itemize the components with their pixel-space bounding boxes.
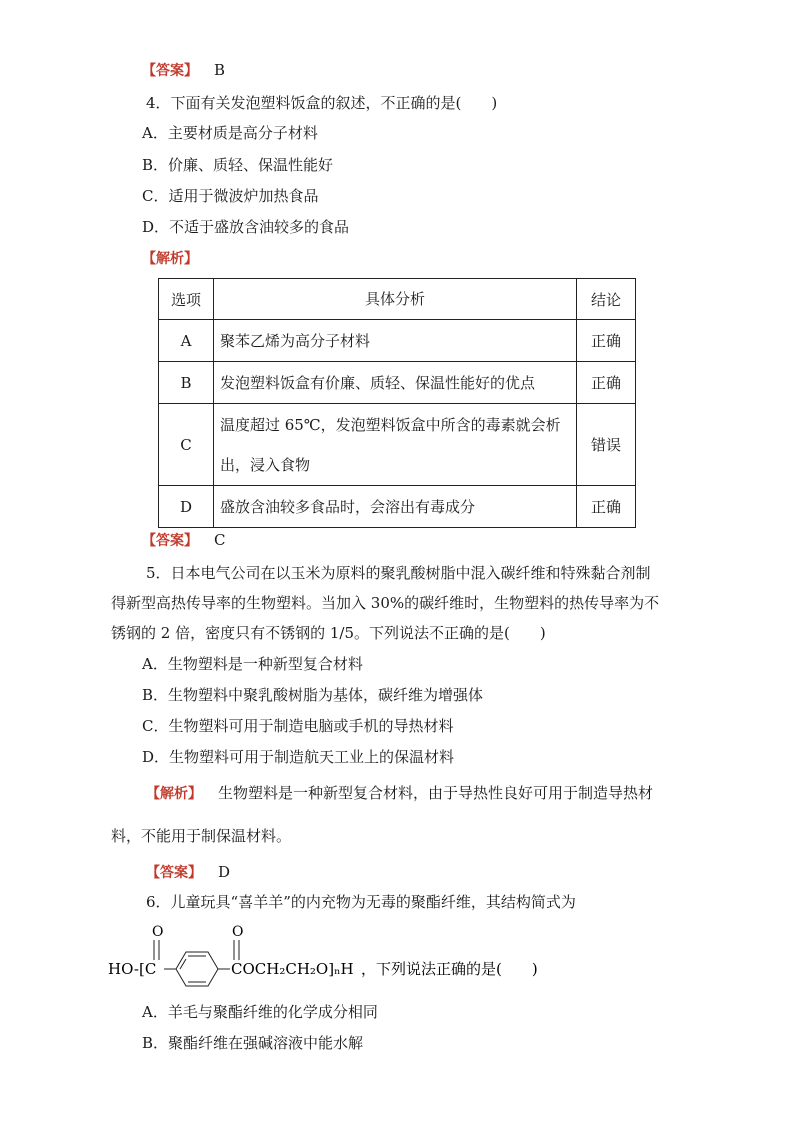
carbonyl-o-right: O: [232, 924, 244, 940]
analysis-table: [158, 278, 636, 528]
table-row: [159, 362, 636, 404]
q5-analysis-cont: 料，不能用于制保温材料。: [111, 827, 292, 845]
q6-stem: 6．儿童玩具“喜羊羊”的内充物为无毒的聚酯纤维，其结构简式为: [146, 893, 576, 911]
q4-option-d: D．不适于盛放含油较多的食品: [142, 218, 350, 236]
row-option: B: [159, 362, 214, 404]
analysis-tag: 【解析】: [146, 786, 202, 802]
analysis-tag: 【解析】: [142, 251, 198, 267]
q4-stem: 4．下面有关发泡塑料饭盒的叙述，不正确的是( ): [146, 94, 498, 112]
q5-stem-line: 5．日本电气公司在以玉米为原料的聚乳酸树脂中混入碳纤维和特殊黏合剂制: [146, 564, 651, 582]
q4-answer: [142, 530, 225, 551]
q3-answer: [142, 60, 225, 81]
table-row: [159, 404, 636, 486]
q5-option-a: A．生物塑料是一种新型复合材料: [142, 655, 363, 673]
analysis-text: 生物塑料是一种新型复合材料，由于导热性良好可用于制造导热材: [218, 784, 654, 802]
benzene-ring: [176, 952, 218, 986]
answer-value: C: [214, 531, 226, 549]
row-option: D: [159, 486, 214, 528]
q4-option-b: B．价廉、质轻、保温性能好: [142, 156, 334, 174]
header-option: 选项: [159, 279, 214, 320]
structural-formula: [108, 920, 548, 992]
answer-value: B: [214, 61, 226, 79]
header-conclusion: 结论: [577, 279, 636, 320]
q4-option-c: C．适用于微波炉加热食品: [142, 187, 319, 205]
q4-option-a: A．主要材质是高分子材料: [142, 124, 318, 142]
q5-option-d: D．生物塑料可用于制造航天工业上的保温材料: [142, 748, 455, 766]
formula-left: HO-[C: [108, 960, 157, 978]
row-analysis: 盛放含油较多食品时，会溶出有毒成分: [214, 486, 577, 528]
carbonyl-o-left: O: [152, 924, 164, 940]
table-row: [159, 486, 636, 528]
q5-option-b: B．生物塑料中聚乳酸树脂为基体，碳纤维为增强体: [142, 686, 484, 704]
row-conclusion: 正确: [577, 362, 636, 404]
q5-stem: [111, 558, 686, 648]
formula-right: COCH₂CH₂O]ₙH: [231, 960, 354, 978]
q5-stem-line: 锈钢的 2 倍，密度只有不锈钢的 1/5。下列说法不正确的是( ): [111, 624, 546, 642]
row-analysis-line: 温度超过 65℃，发泡塑料饭盒中所含的毒素就会析: [220, 415, 561, 434]
answer-tag: 【答案】: [142, 63, 198, 79]
row-option: A: [159, 320, 214, 362]
q6-option-a: A．羊毛与聚酯纤维的化学成分相同: [142, 1003, 378, 1021]
row-conclusion: 正确: [577, 320, 636, 362]
q5-answer: [146, 862, 230, 883]
row-analysis-line: 出，浸入食物: [220, 455, 311, 474]
header-analysis: 具体分析: [214, 279, 577, 320]
row-analysis: [214, 404, 577, 486]
q4-analysis-tag: [142, 248, 198, 269]
q6-option-b: B．聚酯纤维在强碱溶液中能水解: [142, 1034, 364, 1052]
table-row: [159, 320, 636, 362]
row-analysis: 聚苯乙烯为高分子材料: [214, 320, 577, 362]
q5-option-c: C．生物塑料可用于制造电脑或手机的导热材料: [142, 717, 454, 735]
row-option: C: [159, 404, 214, 486]
answer-tag: 【答案】: [146, 865, 202, 881]
answer-tag: 【答案】: [142, 533, 198, 549]
q5-analysis: [146, 783, 653, 804]
formula-tail: ，下列说法正确的是( ): [361, 960, 538, 978]
table-header-row: [159, 279, 636, 320]
row-analysis: 发泡塑料饭盒有价廉、质轻、保温性能好的优点: [214, 362, 577, 404]
row-conclusion: 错误: [577, 404, 636, 486]
q5-stem-line: 得新型高热传导率的生物塑料。当加入 30%的碳纤维时，生物塑料的热传导率为不: [111, 594, 660, 612]
row-conclusion: 正确: [577, 486, 636, 528]
answer-value: D: [218, 863, 231, 881]
